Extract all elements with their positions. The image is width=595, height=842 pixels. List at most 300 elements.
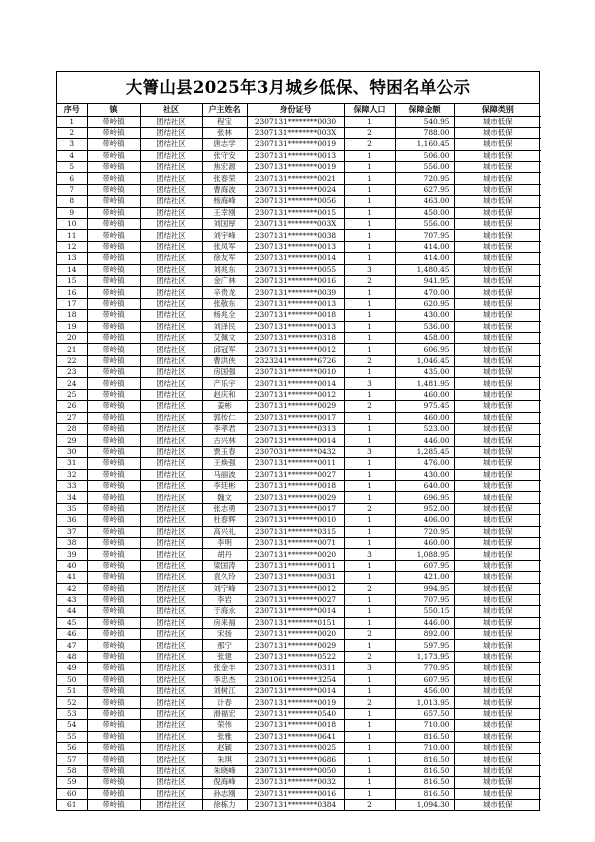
cell-covered-people: 1 [344, 412, 395, 423]
cell-community: 团结社区 [140, 640, 202, 651]
cell-covered-people: 2 [344, 583, 395, 594]
cell-town: 带岭镇 [87, 401, 140, 412]
table-row [57, 606, 541, 617]
table-row [57, 275, 541, 286]
cell-index: 25 [57, 389, 87, 400]
cell-covered-people: 1 [344, 708, 395, 719]
cell-householder: 杜春辉 [202, 515, 247, 526]
cell-town: 带岭镇 [87, 162, 140, 173]
cell-category: 城市低保 [454, 424, 541, 435]
cell-covered-people: 1 [344, 469, 395, 480]
cell-id-number: 2307131********0020 [247, 549, 344, 560]
cell-community: 团结社区 [140, 526, 202, 537]
header-town: 镇 [87, 104, 140, 116]
cell-amount: 470.00 [395, 287, 454, 298]
cell-amount: 550.15 [395, 606, 454, 617]
table-row [57, 572, 541, 583]
cell-community: 团结社区 [140, 424, 202, 435]
cell-category: 城市低保 [454, 515, 541, 526]
cell-id-number: 2307131********0056 [247, 196, 344, 207]
cell-community: 团结社区 [140, 708, 202, 719]
cell-amount: 414.00 [395, 241, 454, 252]
cell-community: 团结社区 [140, 435, 202, 446]
cell-index: 19 [57, 321, 87, 332]
cell-community: 团结社区 [140, 583, 202, 594]
cell-householder: 李孝君 [202, 424, 247, 435]
table-row [57, 253, 541, 264]
cell-householder: 房国强 [202, 367, 247, 378]
cell-id-number: 2307131********0522 [247, 651, 344, 662]
cell-householder: 于海永 [202, 606, 247, 617]
cell-householder: 王幸刚 [202, 207, 247, 218]
cell-householder: 孙志刚 [202, 788, 247, 799]
cell-householder: 张金丰 [202, 663, 247, 674]
cell-householder: 滑福宏 [202, 708, 247, 719]
cell-town: 带岭镇 [87, 332, 140, 343]
cell-category: 城市低保 [454, 196, 541, 207]
cell-id-number: 2307131********0151 [247, 617, 344, 628]
cell-householder: 梁国涛 [202, 560, 247, 571]
cell-covered-people: 1 [344, 162, 395, 173]
cell-amount: 606.95 [395, 344, 454, 355]
cell-category: 城市低保 [454, 765, 541, 776]
cell-id-number: 2307131********0019 [247, 162, 344, 173]
cell-householder: 朱琪 [202, 754, 247, 765]
cell-covered-people: 1 [344, 219, 395, 230]
table-row [57, 560, 541, 571]
cell-covered-people: 2 [344, 139, 395, 150]
cell-category: 城市低保 [454, 583, 541, 594]
table-row [57, 310, 541, 321]
cell-amount: 816.50 [395, 788, 454, 799]
cell-index: 36 [57, 515, 87, 526]
table-row [57, 150, 541, 161]
table-row [57, 332, 541, 343]
cell-town: 带岭镇 [87, 344, 140, 355]
cell-index: 7 [57, 184, 87, 195]
cell-covered-people: 1 [344, 572, 395, 583]
cell-covered-people: 2 [344, 401, 395, 412]
cell-covered-people: 3 [344, 663, 395, 674]
cell-town: 带岭镇 [87, 799, 140, 810]
cell-householder: 唐志学 [202, 139, 247, 150]
table-row [57, 777, 541, 788]
cell-index: 6 [57, 173, 87, 184]
table-row [57, 720, 541, 731]
cell-community: 团结社区 [140, 754, 202, 765]
cell-index: 46 [57, 629, 87, 640]
cell-covered-people: 1 [344, 606, 395, 617]
cell-index: 3 [57, 139, 87, 150]
cell-index: 60 [57, 788, 87, 799]
cell-householder: 金广林 [202, 275, 247, 286]
cell-covered-people: 1 [344, 777, 395, 788]
cell-community: 团结社区 [140, 401, 202, 412]
cell-index: 8 [57, 196, 87, 207]
cell-community: 团结社区 [140, 469, 202, 480]
cell-community: 团结社区 [140, 572, 202, 583]
cell-id-number: 2307131********0014 [247, 435, 344, 446]
cell-amount: 816.50 [395, 754, 454, 765]
cell-town: 带岭镇 [87, 663, 140, 674]
cell-category: 城市低保 [454, 629, 541, 640]
cell-community: 团结社区 [140, 594, 202, 605]
cell-community: 团结社区 [140, 287, 202, 298]
notice-sheet [56, 71, 540, 811]
cell-id-number: 2307131********0024 [247, 184, 344, 195]
cell-category: 城市低保 [454, 526, 541, 537]
cell-covered-people: 1 [344, 742, 395, 753]
cell-id-number: 2307131********0019 [247, 139, 344, 150]
cell-category: 城市低保 [454, 742, 541, 753]
cell-covered-people: 1 [344, 458, 395, 469]
cell-id-number: 2307131********0017 [247, 503, 344, 514]
cell-index: 24 [57, 378, 87, 389]
cell-amount: 710.00 [395, 742, 454, 753]
table-row [57, 196, 541, 207]
cell-category: 城市低保 [454, 788, 541, 799]
cell-index: 59 [57, 777, 87, 788]
table-row [57, 674, 541, 685]
cell-category: 城市低保 [454, 799, 541, 810]
cell-index: 31 [57, 458, 87, 469]
cell-covered-people: 2 [344, 697, 395, 708]
cell-householder: 曹洪侠 [202, 355, 247, 366]
cell-amount: 506.00 [395, 150, 454, 161]
cell-town: 带岭镇 [87, 697, 140, 708]
cell-amount: 430.00 [395, 310, 454, 321]
cell-amount: 523.00 [395, 424, 454, 435]
cell-householder: 刘树江 [202, 686, 247, 697]
cell-community: 团结社区 [140, 344, 202, 355]
cell-category: 城市低保 [454, 275, 541, 286]
cell-town: 带岭镇 [87, 173, 140, 184]
cell-town: 带岭镇 [87, 594, 140, 605]
cell-category: 城市低保 [454, 367, 541, 378]
cell-category: 城市低保 [454, 230, 541, 241]
cell-category: 城市低保 [454, 640, 541, 651]
cell-index: 16 [57, 287, 87, 298]
cell-index: 50 [57, 674, 87, 685]
cell-town: 带岭镇 [87, 298, 140, 309]
cell-community: 团结社区 [140, 606, 202, 617]
cell-amount: 627.95 [395, 184, 454, 195]
cell-category: 城市低保 [454, 754, 541, 765]
cell-covered-people: 1 [344, 230, 395, 241]
table-row [57, 697, 541, 708]
cell-category: 城市低保 [454, 492, 541, 503]
table-row [57, 378, 541, 389]
cell-community: 团结社区 [140, 560, 202, 571]
cell-amount: 1,013.95 [395, 697, 454, 708]
cell-index: 55 [57, 731, 87, 742]
cell-id-number: 2307131********0029 [247, 640, 344, 651]
cell-index: 28 [57, 424, 87, 435]
cell-category: 城市低保 [454, 401, 541, 412]
cell-index: 42 [57, 583, 87, 594]
cell-index: 45 [57, 617, 87, 628]
cell-town: 带岭镇 [87, 788, 140, 799]
table-row [57, 549, 541, 560]
cell-amount: 556.00 [395, 219, 454, 230]
cell-category: 城市低保 [454, 287, 541, 298]
cell-town: 带岭镇 [87, 731, 140, 742]
cell-category: 城市低保 [454, 481, 541, 492]
cell-covered-people: 3 [344, 549, 395, 560]
cell-community: 团结社区 [140, 264, 202, 275]
cell-category: 城市低保 [454, 162, 541, 173]
cell-community: 团结社区 [140, 321, 202, 332]
cell-householder: 刘国厚 [202, 219, 247, 230]
cell-id-number: 2307131********0012 [247, 583, 344, 594]
table-row [57, 708, 541, 719]
cell-covered-people: 1 [344, 674, 395, 685]
cell-amount: 770.95 [395, 663, 454, 674]
cell-community: 团结社区 [140, 253, 202, 264]
cell-householder: 李廷彬 [202, 481, 247, 492]
cell-category: 城市低保 [454, 537, 541, 548]
cell-covered-people: 2 [344, 651, 395, 662]
cell-id-number: 2307131********0540 [247, 708, 344, 719]
cell-community: 团结社区 [140, 150, 202, 161]
cell-community: 团结社区 [140, 481, 202, 492]
cell-id-number: 2307131********0318 [247, 332, 344, 343]
cell-amount: 450.00 [395, 207, 454, 218]
cell-amount: 696.95 [395, 492, 454, 503]
cell-householder: 古兴林 [202, 435, 247, 446]
cell-town: 带岭镇 [87, 720, 140, 731]
cell-amount: 710.00 [395, 720, 454, 731]
cell-householder: 魏文 [202, 492, 247, 503]
cell-covered-people: 1 [344, 207, 395, 218]
cell-id-number: 2323241********6726 [247, 355, 344, 366]
table-row [57, 264, 541, 275]
table-row [57, 754, 541, 765]
cell-town: 带岭镇 [87, 629, 140, 640]
table-row [57, 446, 541, 457]
cell-category: 城市低保 [454, 355, 541, 366]
cell-town: 带岭镇 [87, 230, 140, 241]
cell-town: 带岭镇 [87, 446, 140, 457]
cell-householder: 赵庆和 [202, 389, 247, 400]
cell-covered-people: 1 [344, 481, 395, 492]
cell-category: 城市低保 [454, 697, 541, 708]
cell-covered-people: 1 [344, 686, 395, 697]
cell-community: 团结社区 [140, 537, 202, 548]
cell-community: 团结社区 [140, 230, 202, 241]
cell-covered-people: 1 [344, 344, 395, 355]
cell-town: 带岭镇 [87, 241, 140, 252]
cell-index: 47 [57, 640, 87, 651]
cell-householder: 王焕强 [202, 458, 247, 469]
table-row [57, 663, 541, 674]
cell-householder: 张敬东 [202, 298, 247, 309]
cell-amount: 597.95 [395, 640, 454, 651]
cell-index: 30 [57, 446, 87, 457]
cell-id-number: 2307131********0029 [247, 492, 344, 503]
cell-householder: 高兴礼 [202, 526, 247, 537]
cell-category: 城市低保 [454, 572, 541, 583]
cell-covered-people: 1 [344, 515, 395, 526]
cell-category: 城市低保 [454, 264, 541, 275]
cell-index: 11 [57, 230, 87, 241]
cell-community: 团结社区 [140, 731, 202, 742]
cell-id-number: 2307131********0014 [247, 378, 344, 389]
cell-category: 城市低保 [454, 344, 541, 355]
table-row [57, 230, 541, 241]
table-row [57, 742, 541, 753]
cell-town: 带岭镇 [87, 458, 140, 469]
cell-covered-people: 1 [344, 287, 395, 298]
cell-community: 团结社区 [140, 310, 202, 321]
cell-category: 城市低保 [454, 674, 541, 685]
cell-index: 38 [57, 537, 87, 548]
cell-category: 城市低保 [454, 332, 541, 343]
cell-amount: 476.00 [395, 458, 454, 469]
cell-community: 团结社区 [140, 788, 202, 799]
cell-householder: 张雅 [202, 731, 247, 742]
cell-covered-people: 1 [344, 321, 395, 332]
cell-amount: 435.00 [395, 367, 454, 378]
cell-id-number: 2307131********0315 [247, 526, 344, 537]
cell-covered-people: 1 [344, 173, 395, 184]
cell-town: 带岭镇 [87, 424, 140, 435]
cell-id-number: 2307131********0014 [247, 606, 344, 617]
table-row [57, 515, 541, 526]
cell-category: 城市低保 [454, 606, 541, 617]
cell-category: 城市低保 [454, 298, 541, 309]
cell-id-number: 2307131********0016 [247, 788, 344, 799]
cell-amount: 892.00 [395, 629, 454, 640]
cell-covered-people: 1 [344, 116, 395, 127]
cell-id-number: 2307131********0311 [247, 663, 344, 674]
table-row [57, 298, 541, 309]
cell-amount: 620.95 [395, 298, 454, 309]
cell-town: 带岭镇 [87, 742, 140, 753]
table-row [57, 686, 541, 697]
table-row [57, 629, 541, 640]
cell-category: 城市低保 [454, 412, 541, 423]
cell-index: 61 [57, 799, 87, 810]
cell-amount: 1,173.95 [395, 651, 454, 662]
cell-category: 城市低保 [454, 458, 541, 469]
cell-id-number: 2307131********0313 [247, 424, 344, 435]
cell-amount: 788.00 [395, 127, 454, 138]
cell-index: 10 [57, 219, 87, 230]
cell-amount: 720.95 [395, 526, 454, 537]
cell-category: 城市低保 [454, 469, 541, 480]
cell-category: 城市低保 [454, 549, 541, 560]
cell-community: 团结社区 [140, 720, 202, 731]
cell-community: 团结社区 [140, 629, 202, 640]
cell-community: 团结社区 [140, 367, 202, 378]
cell-id-number: 2307131********0013 [247, 321, 344, 332]
table-row [57, 344, 541, 355]
cell-category: 城市低保 [454, 720, 541, 731]
cell-community: 团结社区 [140, 389, 202, 400]
cell-category: 城市低保 [454, 686, 541, 697]
cell-householder: 倪海峰 [202, 777, 247, 788]
cell-index: 14 [57, 264, 87, 275]
cell-town: 带岭镇 [87, 674, 140, 685]
cell-community: 团结社区 [140, 651, 202, 662]
cell-index: 48 [57, 651, 87, 662]
cell-town: 带岭镇 [87, 777, 140, 788]
cell-amount: 816.50 [395, 731, 454, 742]
cell-index: 35 [57, 503, 87, 514]
cell-index: 56 [57, 742, 87, 753]
cell-householder: 马丽波 [202, 469, 247, 480]
cell-id-number: 2307031********0432 [247, 446, 344, 457]
cell-community: 团结社区 [140, 275, 202, 286]
cell-index: 12 [57, 241, 87, 252]
cell-householder: 焦宏源 [202, 162, 247, 173]
table-row [57, 640, 541, 651]
cell-householder: 朱晓峰 [202, 765, 247, 776]
cell-town: 带岭镇 [87, 196, 140, 207]
cell-covered-people: 1 [344, 253, 395, 264]
cell-category: 城市低保 [454, 116, 541, 127]
cell-community: 团结社区 [140, 674, 202, 685]
table-row [57, 116, 541, 127]
cell-category: 城市低保 [454, 560, 541, 571]
cell-householder: 刘兆东 [202, 264, 247, 275]
beneficiary-table [57, 104, 541, 810]
cell-community: 团结社区 [140, 492, 202, 503]
cell-index: 15 [57, 275, 87, 286]
table-header-row [57, 104, 541, 116]
cell-town: 带岭镇 [87, 583, 140, 594]
cell-community: 团结社区 [140, 162, 202, 173]
cell-amount: 446.00 [395, 435, 454, 446]
cell-index: 49 [57, 663, 87, 674]
table-row [57, 127, 541, 138]
cell-id-number: 2307131********0071 [247, 537, 344, 548]
cell-town: 带岭镇 [87, 640, 140, 651]
cell-community: 团结社区 [140, 378, 202, 389]
cell-community: 团结社区 [140, 241, 202, 252]
cell-index: 2 [57, 127, 87, 138]
cell-amount: 707.95 [395, 594, 454, 605]
table-row [57, 788, 541, 799]
cell-amount: 1,160.45 [395, 139, 454, 150]
cell-covered-people: 1 [344, 241, 395, 252]
cell-index: 18 [57, 310, 87, 321]
cell-category: 城市低保 [454, 310, 541, 321]
cell-community: 团结社区 [140, 207, 202, 218]
cell-town: 带岭镇 [87, 139, 140, 150]
table-row [57, 526, 541, 537]
cell-id-number: 2307131********0013 [247, 150, 344, 161]
cell-category: 城市低保 [454, 139, 541, 150]
cell-amount: 463.00 [395, 196, 454, 207]
cell-category: 城市低保 [454, 503, 541, 514]
cell-id-number: 2307131********0012 [247, 344, 344, 355]
cell-householder: 房来福 [202, 617, 247, 628]
cell-town: 带岭镇 [87, 207, 140, 218]
cell-amount: 460.00 [395, 389, 454, 400]
cell-index: 13 [57, 253, 87, 264]
cell-category: 城市低保 [454, 777, 541, 788]
cell-town: 带岭镇 [87, 253, 140, 264]
cell-amount: 406.00 [395, 515, 454, 526]
table-row [57, 583, 541, 594]
cell-category: 城市低保 [454, 150, 541, 161]
cell-town: 带岭镇 [87, 560, 140, 571]
cell-id-number: 2307131********0018 [247, 481, 344, 492]
cell-index: 51 [57, 686, 87, 697]
cell-covered-people: 2 [344, 629, 395, 640]
